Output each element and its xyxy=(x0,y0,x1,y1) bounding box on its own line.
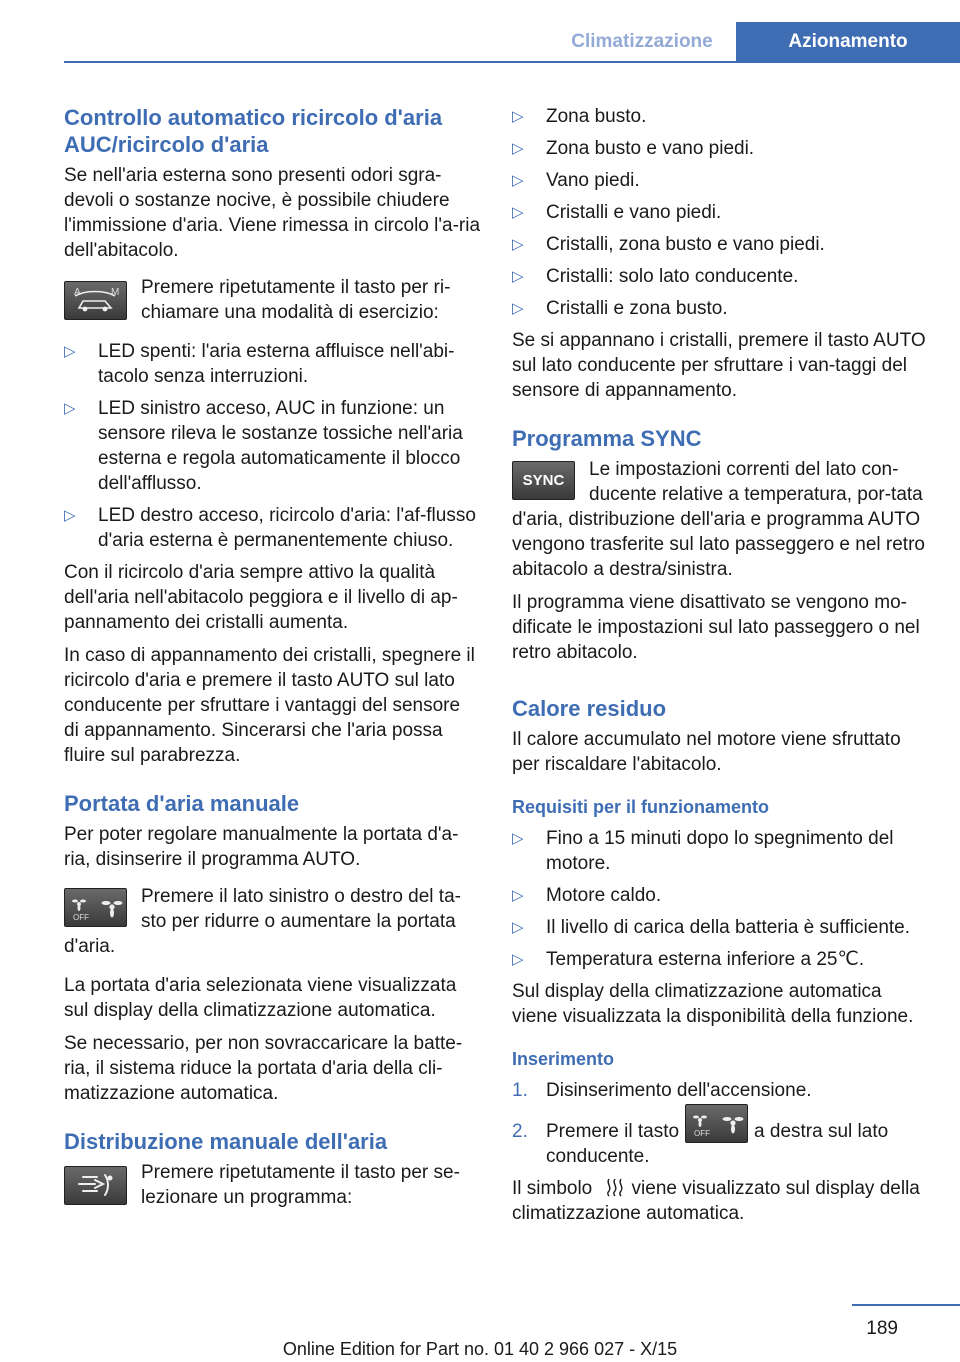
page-number: 189 xyxy=(866,1318,898,1339)
auc-icon-text: Premere ripetutamente il tasto per ri-chiamare una modalità di esercizio: xyxy=(141,277,451,323)
distribution-paragraph: Se si appannano i cristalli, premere il tasto AUTO sul lato conducente per sfruttare i van-taggi del sensore di appannamento. xyxy=(512,330,926,401)
triangle-bullet-icon: ▷ xyxy=(512,204,524,221)
step-number: 1. xyxy=(512,1080,528,1101)
header-section-tab: Climatizzazione xyxy=(571,31,713,52)
fan-button-icon xyxy=(685,1104,748,1143)
footer-rule xyxy=(852,1304,960,1306)
triangle-bullet-icon: ▷ xyxy=(512,172,524,189)
svg-text:OFF: OFF xyxy=(73,913,89,922)
triangle-bullet-icon: ▷ xyxy=(512,268,524,285)
sync-button-icon: SYNC xyxy=(512,461,575,500)
distribution-bullet-list xyxy=(512,104,928,321)
calore-intro: Il calore accumulato nel motore viene sfruttato per riscaldare l'abitacolo. xyxy=(512,729,901,775)
svg-text:M: M xyxy=(111,287,120,298)
triangle-bullet-icon: ▷ xyxy=(512,140,524,157)
portata-icon-paragraph xyxy=(64,884,480,959)
triangle-bullet-icon: ▷ xyxy=(512,300,524,317)
triangle-bullet-icon: ▷ xyxy=(512,108,524,125)
triangle-bullet-icon: ▷ xyxy=(512,887,524,904)
sync-icon-paragraph xyxy=(512,457,928,590)
auc-paragraph-2: Con il ricircolo d'aria sempre attivo la qualità dell'aria nell'abitacolo peggiora e il livello di ap-pannamento dei cristalli aumenta. xyxy=(64,562,458,633)
left-column xyxy=(64,104,480,1224)
distribuzione-icon-paragraph xyxy=(64,1160,480,1210)
auc-paragraph-3: In caso di appannamento dei cristalli, spegnere il ricircolo d'aria e premere il tasto AUTO sul lato conducente per sfruttare i vantaggi del sensore di appannamento. Sincerarsi che l'aria possa fluire sul parabrezza. xyxy=(64,645,475,766)
list-item: ▷ Vano piedi. xyxy=(512,170,640,191)
list-item: ▷ Zona busto. xyxy=(512,106,647,127)
list-item: ▷ LED destro acceso, ricircolo d'aria: l'af-flusso d'aria esterna è permanentemente chiuso. xyxy=(64,505,476,551)
footer-edition: Online Edition for Part no. 01 40 2 966 027 - X/15 xyxy=(282,1339,678,1359)
list-item: ▷ Cristalli: solo lato conducente. xyxy=(512,266,799,287)
sync-button-wrapper xyxy=(512,461,575,505)
fan-button-wrapper xyxy=(64,888,127,932)
triangle-bullet-icon: ▷ xyxy=(512,236,524,253)
triangle-bullet-icon: ▷ xyxy=(512,919,524,936)
svg-text:OFF: OFF xyxy=(694,1129,711,1139)
triangle-bullet-icon: ▷ xyxy=(64,343,76,360)
list-item: 1. Disinserimento dell'accensione. xyxy=(512,1080,812,1101)
header-rule xyxy=(64,61,960,63)
triangle-bullet-icon: ▷ xyxy=(512,951,524,968)
requisiti-heading: Requisiti per il funzionamento xyxy=(512,797,770,817)
inserimento-steps xyxy=(512,1078,928,1169)
list-item: ▷ Temperatura esterna inferiore a 25℃. xyxy=(512,949,865,970)
inserimento-heading: Inserimento xyxy=(512,1049,615,1069)
sync-heading: Programma SYNC xyxy=(512,426,702,451)
calore-heading: Calore residuo xyxy=(512,696,667,721)
sync-paragraph-1: Le impostazioni correnti del lato con-ducente relative a temperatura, por-tata d'aria, distribuzione dell'aria e programma AUTO vengono trasferite sul lato passeggero e nel retro abitacolo a destra/sinistra. xyxy=(512,459,925,580)
portata-icon-text: Premere il lato sinistro o destro del ta-sto per ridurre o aumentare la portata d'aria. xyxy=(64,886,461,957)
list-item: ▷ Fino a 15 minuti dopo lo spegnimento del motore. xyxy=(512,828,894,874)
fan-button-icon xyxy=(64,888,127,927)
portata-paragraph-2: La portata d'aria selezionata viene visualizzata sul display della climatizzazione automatica. xyxy=(64,975,457,1021)
list-item: ▷ Cristalli e zona busto. xyxy=(512,298,728,319)
requisiti-bullet-list xyxy=(512,826,928,972)
auc-intro: Se nell'aria esterna sono presenti odori sgra-devoli o sostanze nocive, è possibile chiudere l'immissione d'aria. Viene rimessa in circolo l'a-ria dell'abitacolo. xyxy=(64,165,481,261)
portata-paragraph-3: Se necessario, per non sovraccaricare la batte-ria, il sistema riduce la portata d'aria della cli-matizzazione automatica. xyxy=(64,1033,463,1104)
symbol-paragraph: Il simbolo viene visualizzato sul display della climatizzazione automatica. xyxy=(512,1178,920,1224)
list-item: ▷ Zona busto e vano piedi. xyxy=(512,138,755,159)
triangle-bullet-icon: ▷ xyxy=(64,400,76,417)
distribuzione-heading: Distribuzione manuale dell'aria xyxy=(64,1129,388,1154)
list-item: 2. Premere il tasto OFF a destra sul lato conducente. xyxy=(512,1119,928,1169)
residual-heat-icon xyxy=(604,1177,626,1197)
auc-bullet-list xyxy=(64,339,480,553)
portata-heading: Portata d'aria manuale xyxy=(64,791,300,816)
list-item: ▷ LED sinistro acceso, AUC in funzione: un sensore rileva le sostanze tossiche nell'aria esterna e regola automaticamente il blocco dell'afflusso. xyxy=(64,398,463,494)
list-item: ▷ LED spenti: l'aria esterna affluisce nell'abi-tacolo senza interruzioni. xyxy=(64,341,455,387)
svg-text:A: A xyxy=(74,287,81,298)
list-item: ▷ Cristalli, zona busto e vano piedi. xyxy=(512,234,825,255)
triangle-bullet-icon: ▷ xyxy=(512,830,524,847)
sync-paragraph-2: Il programma viene disattivato se vengono mo-dificate le impostazioni sul lato passeggero o nel retro abitacolo. xyxy=(512,592,920,663)
air-distribution-button-icon xyxy=(64,1166,127,1205)
right-column xyxy=(512,104,928,1234)
auc-heading: Controllo automatico ricircolo d'aria AUC/ricircolo d'aria xyxy=(64,105,443,157)
step-number: 2. xyxy=(512,1121,528,1142)
distribuzione-icon-text: Premere ripetutamente il tasto per se-lezionare un programma: xyxy=(141,1162,460,1208)
portata-intro: Per poter regolare manualmente la portata d'a-ria, disinserire il programma AUTO. xyxy=(64,824,459,870)
list-item: ▷ Cristalli e vano piedi. xyxy=(512,202,722,223)
auc-button-icon xyxy=(64,281,127,320)
calore-paragraph-2: Sul display della climatizzazione automatica viene visualizzata la disponibilità della funzione. xyxy=(512,981,914,1027)
auc-icon-paragraph xyxy=(64,275,480,325)
list-item: ▷ Il livello di carica della batteria è sufficiente. xyxy=(512,917,911,938)
list-item: ▷ Motore caldo. xyxy=(512,885,662,906)
triangle-bullet-icon: ▷ xyxy=(64,507,76,524)
header-active-tab: Azionamento xyxy=(736,22,960,61)
